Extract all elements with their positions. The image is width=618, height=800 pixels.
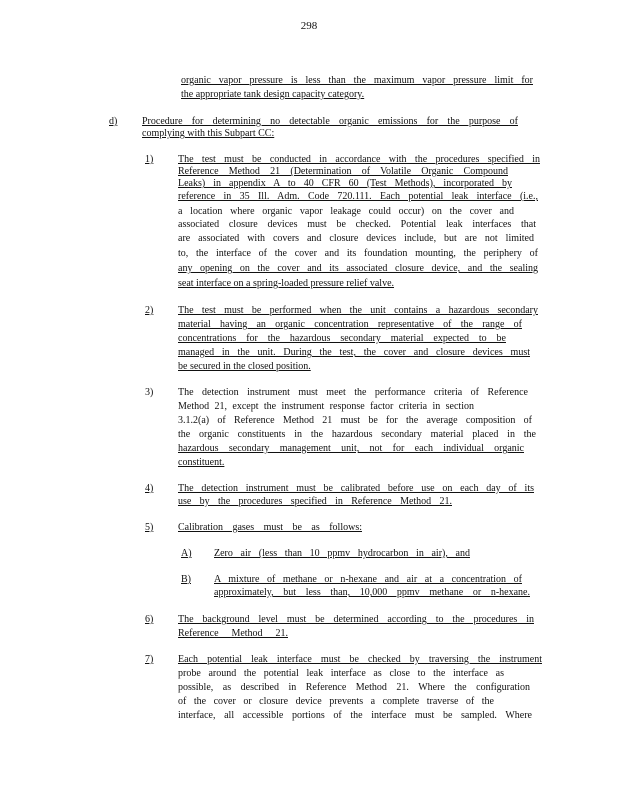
- item-line: are associated with covers and closure devices include, but are not limited: [178, 233, 534, 244]
- subitem-label: A): [181, 548, 192, 559]
- page-number: 298: [300, 20, 318, 32]
- item-line: The background level must be determined according to the procedures in: [178, 614, 534, 625]
- item-line: material having an organic concentration representative of the range of: [178, 319, 522, 330]
- section-d-line: Procedure for determining no detectable organic emissions for the purpose of: [142, 116, 518, 127]
- item-label: 5): [145, 522, 154, 533]
- item-line: reference in 35 Ill. Adm. Code 720.111. Each potential leak interface (i.e.,: [178, 191, 538, 202]
- item-line: associated closure devices must be checked. Potential leak interfaces that: [178, 219, 536, 230]
- item-line: a location where organic vapor leakage could occur) on the cover and: [178, 206, 514, 217]
- item-line: The detection instrument must meet the performance criteria of Reference: [178, 387, 528, 398]
- item-label: 6): [145, 614, 154, 625]
- item-line: The test must be performed when the unit contains a hazardous secondary: [178, 305, 538, 316]
- item-line: The test must be conducted in accordance with the procedures specified in: [178, 154, 540, 165]
- item-line: Calibration gases must be as follows:: [178, 522, 362, 533]
- section-d-label: d): [109, 116, 118, 127]
- item-line: any opening on the cover and its associated closure device, and the sealing: [178, 263, 538, 274]
- subitem-line: A mixture of methane or n-hexane and air at a concentration of: [214, 574, 522, 585]
- item-line: interface, all accessible portions of the interface must be sampled. Where: [178, 710, 532, 721]
- item-label: 1): [145, 154, 154, 165]
- item-line: Leaks) in appendix A to 40 CFR 60 (Test Methods), incorporated by: [178, 178, 512, 189]
- item-line: The detection instrument must be calibrated before use on each day of its: [178, 483, 534, 494]
- intro-line: the appropriate tank design capacity category.: [181, 89, 365, 100]
- item-line: seat interface on a spring-loaded pressure relief valve.: [178, 278, 395, 289]
- item-line: Each potential leak interface must be checked by traversing the instrument: [178, 654, 542, 665]
- subitem-label: B): [181, 574, 191, 585]
- item-line: use by the procedures specified in Reference Method 21.: [178, 496, 452, 507]
- intro-line: organic vapor pressure is less than the maximum vapor pressure limit for: [181, 75, 533, 86]
- item-line: be secured in the closed position.: [178, 361, 311, 372]
- item-line: Reference Method 21.: [178, 628, 288, 639]
- item-line: managed in the unit. During the test, the cover and closure devices must: [178, 347, 530, 358]
- subitem-line: Zero air (less than 10 ppmv hydrocarbon in air), and: [214, 548, 470, 559]
- item-line: of the cover or closure device prevents a complete traverse of the: [178, 696, 494, 707]
- subitem-line: approximately, but less than, 10,000 ppmv methane or n-hexane.: [214, 587, 530, 598]
- item-label: 2): [145, 305, 154, 316]
- item-label: 3): [145, 387, 154, 398]
- item-line: concentrations for the hazardous secondary material expected to be: [178, 333, 506, 344]
- item-line: the organic constituents in the hazardous secondary material placed in the: [178, 429, 536, 440]
- item-line: hazardous secondary management unit, not for each individual organic: [178, 443, 524, 454]
- item-label: 7): [145, 654, 154, 665]
- item-line: to, the interface of the cover and its foundation mounting, the periphery of: [178, 248, 538, 259]
- item-label: 4): [145, 483, 154, 494]
- section-d-line: complying with this Subpart CC:: [142, 128, 275, 139]
- item-line: possible, as described in Reference Method 21. Where the configuration: [178, 682, 530, 693]
- item-line: Method 21, except the instrument response factor criteria in section: [178, 401, 474, 412]
- item-line: constituent.: [178, 457, 225, 468]
- item-line: probe around the potential leak interface as close to the interface as: [178, 668, 504, 679]
- item-line: 3.1.2(a) of Reference Method 21 must be for the average composition of: [178, 415, 532, 426]
- item-line: Reference Method 21 (Determination of Volatile Organic Compound: [178, 166, 508, 177]
